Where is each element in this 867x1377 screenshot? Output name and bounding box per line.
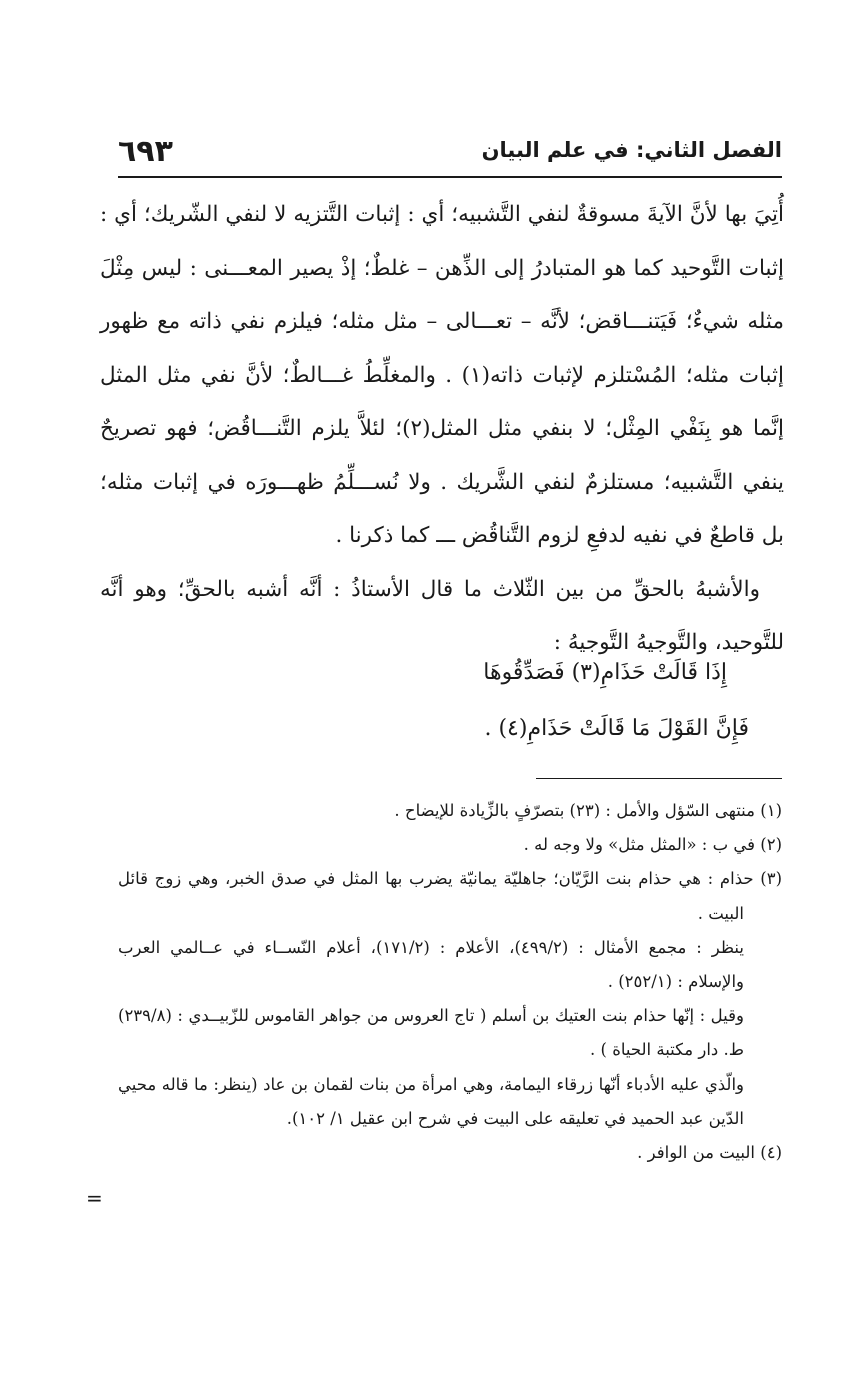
running-header	[118, 134, 782, 170]
header-rule	[118, 176, 782, 178]
footnote-3: (٣) حذام : هي حذام بنت الرَّيّان؛ جاهليّة يمانيّة يضرب بها المثل في صدق الخبر، وهي زوج قائل البيت .	[118, 869, 782, 923]
page-number: ٦٩٣	[118, 134, 173, 169]
footnote-1: (١) منتهى السّؤل والأمل : (٢٣) بتصرّفٍ بالزِّيادة للإيضاح .	[394, 801, 782, 820]
main-text	[100, 188, 784, 670]
verse-line-2: فَإِنَّ القَوْلَ مَا قَالَتْ حَذَامِ(٤) .	[484, 716, 749, 741]
body-paragraph-1: أُتِيَ بها لأنَّ الآيةَ مسوقةٌ لنفي التَّشبيه؛ أي : إثبات التَّتزيه لا لنفي الشّريك؛ أي : إثبات التَّوحيد كما هو المتبادرُ إلى الذِّهن – غلطٌ؛ إذْ يصير المعـــنى : ليس مِثْلَ مثله شيءٌ؛ فَيَتنـــاقض؛ لأنَّه – تعـــالى – مثل مثله؛ فيلزم نفي ذاته مع ظهور إثبات مثله؛ المُسْتلزم لإثبات ذاته(١) . والمغلِّطُ غـــالطٌ؛ لأنَّ نفي مثل المثل إنَّما هو بِنَفْي المِثْل؛ لا بنفي مثل المثل(٢)؛ لئلاَّ يلزم التَّنـــاقُض؛ فهو تصريحٌ ينفي التَّشبيه؛ مستلزمٌ لنفي الشَّريك . ولا نُســـلِّمُ ظهـــورَه في إثبات مثله؛ بل قاطعٌ في نفيه لدفعِ لزوم التَّناقُض ـــ كما ذكرنا .	[100, 202, 784, 548]
verse-line-1: إِذَا قَالَتْ حَذَامِ(٣) فَصَدِّقُوهَا	[483, 660, 727, 685]
footnote-separator	[536, 778, 782, 779]
footnote-3-opinion: والّذي عليه الأدباء أنّها زرقاء اليمامة، وهي امرأة من بنات لقمان بن عاد (ينظر: ما قاله محيي الدّين عبد الحميد في تعليقه على البيت في شرح ابن عقيل ١/ ١٠٢).	[118, 1074, 744, 1128]
footnote-3-alternative: وقيل : إنّها حذام بنت العتيك بن أسلم ( تاج العروس من جواهر القاموس للزّبيــدي : (٢٣٩/٨) ط. دار مكتبة الحياة ) .	[118, 1006, 744, 1060]
footnote-4: (٤) البيت من الوافر .	[637, 1143, 782, 1163]
chapter-title: الفصل الثاني: في علم البيان	[481, 138, 782, 162]
body-paragraph-2: والأشبهُ بالحقِّ من بين الثّلاث ما قال الأستاذُ : أنَّه أشبه بالحقِّ؛ وهو أنَّه للتَّوحيد، والتَّوجيهُ التَّوجيهُ :	[100, 576, 784, 655]
continuation-mark: =	[86, 1186, 103, 1210]
footnote-2: (٢) في ب : «المثل مثل» ولا وجه له .	[523, 835, 782, 855]
footnotes	[118, 794, 782, 1170]
footnote-3-sources: ينظر : مجمع الأمثال : (٤٩٩/٢)، الأعلام : (١٧١/٢)، أعلام النّســاء في عــالمي العرب والإسلام : (٢٥٢/١) .	[118, 937, 744, 992]
